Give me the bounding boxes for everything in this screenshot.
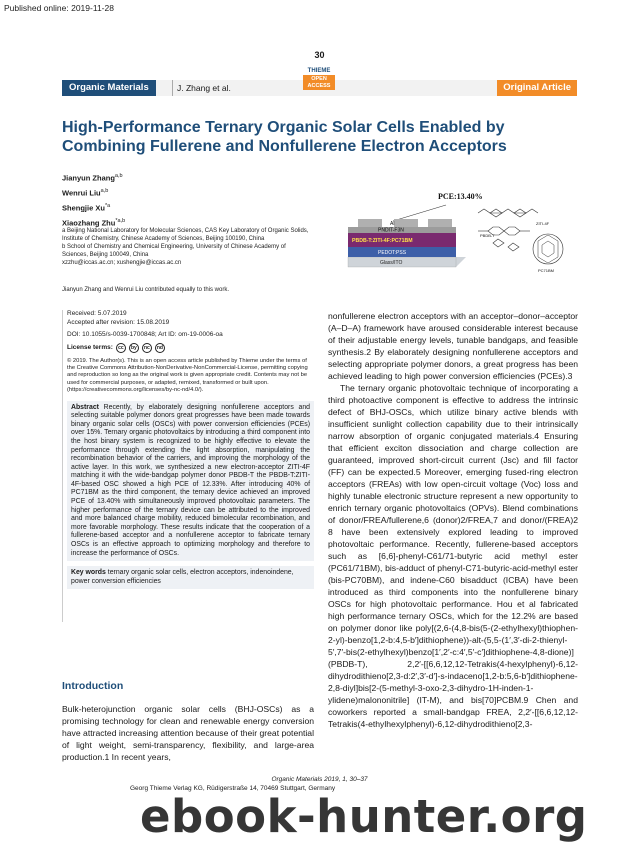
published-online-note: Published online: 2019-11-28	[4, 3, 114, 13]
affiliations	[62, 228, 310, 269]
pce-label: PCE:13.40%	[438, 192, 483, 201]
abstract-box	[67, 401, 314, 562]
footer-citation: Organic Materials 2019, 1, 30–37	[271, 776, 368, 783]
author-list	[62, 170, 125, 230]
running-authors: J. Zhang et al.	[172, 80, 231, 96]
layer-active: PBDB-T:ZITI-4F:PC71BM	[352, 238, 413, 244]
introduction-paragraph: Bulk-heterojunction organic solar cells (BHJ-OSCs) as a promising technology for clean and renewable energy conversion have attracted increasing attention because of their great potential of light weight, semi-transparency, flexibility, and large-area production.1 In recent years,	[62, 704, 314, 762]
watermark-text: ebook-hunter.org	[140, 790, 588, 843]
received-date: Received: 5.07.2019	[67, 310, 127, 317]
doi[interactable]: DOI: 10.1055/s-0039-1700848; Art ID: om-19-0006-oa	[67, 331, 223, 338]
acceptor1-label: ZITI-4F	[536, 221, 550, 226]
author: Shengjie Xu$^{*a}$	[62, 203, 111, 213]
article-type-tag: Original Article	[497, 80, 577, 96]
corresponding-emails: xzzhu@iccas.ac.cn; xushengjie@iccas.ac.cn	[62, 260, 182, 267]
author: Wenrui Liu$^{a,b}$	[62, 188, 109, 198]
body-column-right	[328, 310, 578, 730]
oa-box	[303, 75, 335, 90]
by-icon[interactable]: by	[129, 343, 139, 353]
oa-line1: OPEN	[311, 76, 327, 82]
body-paragraph-1: nonfullerene electron acceptors with an acceptor–donor–acceptor (A–D–A) framework have aroused considerable interest because of their adjustable energy levels, tunable bandgaps, and feasible synthesis.2 By elaborately designing nonfullerene acceptors and selecting appropriate polymer donors, a great progress has been achieved leading to high power conversion efficiencies (PCEs).3	[328, 311, 578, 381]
donor-label: PBDB-T	[480, 233, 495, 238]
layer-etl: PNDIT-F3N	[378, 227, 404, 234]
layer-al: Al	[390, 221, 395, 227]
journal-name: Organic Materials	[62, 80, 156, 96]
acceptor2-label: PC71BM	[538, 268, 555, 273]
keywords-text: ternary organic solar cells, electron acceptors, indenoindene, power conversion efficiencies	[71, 569, 294, 585]
nd-icon[interactable]: nd	[156, 344, 163, 351]
article-title: High-Performance Ternary Organic Solar Cells Enabled by Combining Fullerene and Nonfullerene Electron Acceptors	[62, 119, 507, 155]
author: Jianyun Zhang$^{a,b}$	[62, 173, 123, 183]
keywords-box	[67, 566, 314, 589]
layer-ito: Glass/ITO	[380, 260, 403, 266]
graphical-abstract	[338, 183, 580, 278]
equal-contribution-note: Jianyun Zhang and Wenrui Liu contributed equally to this work.	[62, 287, 229, 293]
oa-brand: THIEME	[307, 68, 331, 74]
page-number: 30	[314, 50, 325, 60]
cc-icon[interactable]: cc	[116, 343, 126, 353]
abstract-text: Recently, by elaborately designing nonfullerene acceptors and selecting suitable polymer donors great progresses have been made towards binary organic solar cells (OSCs) with power conversion efficiencies (PCEs) over 15%. Ternary organic photovoltaics by introducing a third component into the host binary system is recognized to be highly effective to elevate the performance through extending the light absorption, manipulating the recombination behavior of the carriers, and improving the morphology of the active layer. In this work, we synthesized a new electron-acceptor ZITI-4F matching it with the wide-bandgap polymer donor PBDB-T the PBDB-T:ZITI-4F-based OSC showed a high PCE of 12.33%. After introducing 40% of PC71BM as the third component, the ternary device achieved an improved PCE of 13.40% with simultaneously improved photovoltaic parameters. The higher performance of the ternary device can be attributed to the improved and more balanced charge mobility, reduced bimolecular recombination, and more favorable morphology. These results indicate that the cooperation of a fullerene-based acceptor and a nonfullerene acceptor to fabricate ternary OSCs is an effective approach to optimizing morphology and therefore to increase the performance of OSCs.	[71, 403, 310, 557]
abstract-label: Abstract	[71, 403, 99, 411]
nc-icon[interactable]: nc	[142, 343, 152, 353]
license-row	[67, 343, 314, 353]
keywords-label: Key words	[71, 569, 106, 577]
affiliation-a: a Beijing National Laboratory for Molecular Sciences, CAS Key Laboratory of Organic Solids, Institute of Chemistry, Chinese Academy of Sciences, Beijing 100190, China	[62, 228, 309, 242]
layer-pedot: PEDOT:PSS	[378, 250, 407, 256]
oa-line2: ACCESS	[307, 82, 331, 89]
affiliation-b: b School of Chemistry and Chemical Engineering, University of Chinese Academy of Sciences, Beijing 100049, China	[62, 244, 286, 258]
body-paragraph-2: The ternary organic photovoltaic technique of incorporating a third photoactive component is effective to address the intrinsic defect of BHJ-OSCs, which utilize binary active blends with insufficient sunlight collection capability due to their intrinsically narrow absorption of organic conjugated materials.4 Ensuring that efficient exciton dissociation and charge collection are guaranteed, improved short-circuit current (Jsc) and fill factor (FF) can be expected.5 Moreover, emerging fused-ring electron acceptors (FREAs) with low open-circuit voltage (Voc) loss and highly tunable electronic structure represent a new opportunity to enrich ternary organic photovoltaics (OPVs). Blend combinations of donor/FREA/fullerene,6 (donor)2/FREA,7 and donor/(FREA)2 8 have been extensively explored leading to improved photovoltaic performance. Recently, fullerene-based acceptors such as [6,6]-phenyl-C61/71-butyric acid methyl ester (PC61/71BM), bis-adduct of phenyl-C71-butyric-acid-methyl ester (bis-PC70BM), and indene-C60 bisadduct (ICBA) have been introduced as third components into the nonfullerene binary OSCs for high photovoltaic performance. Hou et al fabricated high performance ternary OSCs, which for the 12.2% are based on polymer donor like poly[(2,6-(4,8-bis(5-(2-ethylhexyl)thiophen-2-yl)-benzo[1,2-b:4,5-b′]dithiophene))-alt-(5,5-(1′,3′-di-2-thienyl-5′,7′-bis(2-ethylhexyl)benzo[1′,2′-c:4′,5′-c′]dithiophene-4,8-dione)] (PBDB-T), 2,2′-[[6,6,12,12-Tetrakis(4-hexylphenyl)-6,12-dihydrodithieno[2,3-d:2′,3′-d′]-s-indaceno[1,2-b:5,6-b′]dithiophene-2,8-diyl]bis[2-(5-methyl-3-oxo-2,3-dihydro-1H-inden-1-ylidene)malononitrile] (IT-M), and bis[70]PCBM.9 Chen and coworkers reported a small-bandgap FREA, 2,2′-[[6,6,12,12-Tetrakis(4-ethylhexylphenyl)-6,12-dihydrodithieno[2,3-	[328, 383, 578, 729]
footer-publisher: Georg Thieme Verlag KG, Rüdigerstraße 14, 70469 Stuttgart, Germany	[130, 785, 336, 792]
accepted-date: Accepted after revision: 15.08.2019	[67, 318, 170, 326]
copyright-notice: © 2019. The Author(s). This is an open access article published by Thieme under the terms of the Creative Commons Attribution-NonDerivative-NonCommercial-License, permitting copying and reproduction so long as the original work is given appropriate credit. Contents may not be used for commercial purposes, or adapted, remixed, transformed or built upon. (https://creativecommons.org/licenses/by-nc-nd/4.0/).	[67, 357, 308, 394]
license-label: License terms:	[67, 344, 113, 351]
introduction-heading: Introduction	[62, 680, 124, 692]
author: Xiaozhang Zhu$^{*a,b}$	[62, 218, 126, 228]
article-info-box	[62, 310, 314, 622]
open-access-badge	[303, 68, 335, 98]
